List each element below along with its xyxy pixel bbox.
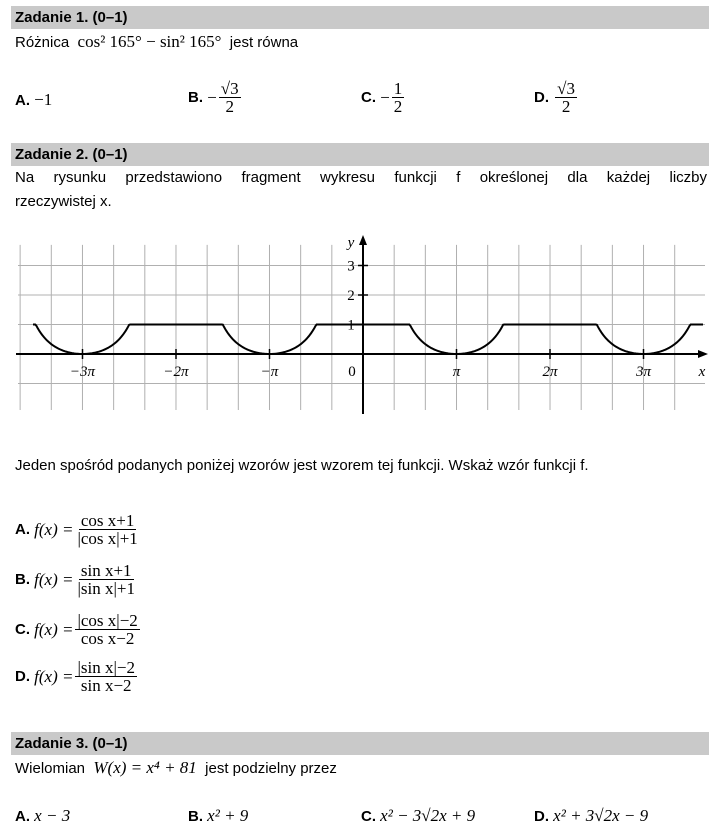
option-fraction bbox=[392, 80, 405, 115]
option-lhs: f(x) = bbox=[34, 569, 74, 589]
option-sign: − bbox=[207, 87, 217, 107]
task3-question bbox=[15, 758, 337, 779]
x-tick-label: 3π bbox=[635, 364, 652, 380]
task2-option-a[interactable] bbox=[15, 512, 142, 547]
option-label: A. bbox=[15, 521, 30, 538]
option-value: x² + 3√2x − 9 bbox=[553, 806, 649, 825]
task1-option-a[interactable] bbox=[15, 90, 52, 110]
option-label: D. bbox=[15, 668, 30, 685]
option-label: C. bbox=[15, 621, 30, 638]
option-label: D. bbox=[534, 807, 549, 825]
option-fraction bbox=[555, 80, 577, 115]
task1-option-b[interactable] bbox=[188, 80, 243, 115]
x-axis-label: x bbox=[698, 364, 706, 380]
fraction-numerator: √3 bbox=[557, 79, 576, 98]
x-tick-label: 2π bbox=[542, 364, 558, 380]
option-lhs: f(x) = bbox=[34, 666, 74, 686]
x-tick-label: −3π bbox=[69, 364, 96, 380]
option-fraction bbox=[75, 562, 136, 597]
option-value: x − 3 bbox=[34, 806, 71, 825]
fraction-denominator: |cos x|+1 bbox=[77, 529, 138, 548]
x-axis-arrow bbox=[698, 350, 708, 358]
fraction-numerator: |cos x|−2 bbox=[77, 611, 138, 630]
task3-option-d[interactable] bbox=[534, 806, 648, 826]
option-label: B. bbox=[188, 807, 203, 825]
task1-option-c[interactable] bbox=[361, 80, 406, 115]
task1-question-expr: cos² 165° − sin² 165° bbox=[77, 32, 222, 51]
fraction-denominator: 2 bbox=[393, 97, 403, 116]
option-label: B. bbox=[188, 89, 203, 106]
fraction-numerator: cos x+1 bbox=[80, 511, 135, 530]
option-value: x² + 9 bbox=[207, 806, 249, 825]
option-label: C. bbox=[361, 807, 376, 825]
task3-header: Zadanie 3. (0–1) bbox=[11, 732, 709, 755]
fraction-denominator: 2 bbox=[225, 97, 234, 116]
task2-option-c[interactable] bbox=[15, 612, 142, 647]
option-fraction bbox=[75, 512, 139, 547]
task3-option-b[interactable] bbox=[188, 806, 248, 826]
fraction-numerator: sin x+1 bbox=[80, 561, 132, 580]
function-graph bbox=[0, 228, 719, 418]
fraction-numerator: 1 bbox=[393, 79, 403, 98]
task2-option-d[interactable] bbox=[15, 659, 139, 694]
task2-header: Zadanie 2. (0–1) bbox=[11, 143, 709, 166]
option-fraction bbox=[75, 612, 139, 647]
y-axis-label: y bbox=[347, 235, 355, 251]
y-axis-arrow bbox=[359, 235, 367, 245]
fraction-denominator: cos x−2 bbox=[80, 629, 135, 648]
option-label: A. bbox=[15, 807, 30, 825]
x-tick-label: −π bbox=[260, 364, 279, 380]
option-fraction bbox=[219, 80, 241, 115]
fraction-denominator: sin x−2 bbox=[80, 676, 132, 695]
task3-question-prefix: Wielomian bbox=[15, 760, 86, 777]
task3-question-suffix: jest podzielny przez bbox=[205, 760, 337, 777]
task2-instruction: Jeden spośród podanych poniżej wzorów jest wzorem tej funkcji. Wskaż wzór funkcji f. bbox=[15, 457, 589, 474]
fraction-numerator: √3 bbox=[220, 79, 239, 98]
task2-option-b[interactable] bbox=[15, 562, 139, 597]
option-label: A. bbox=[15, 91, 30, 109]
task3-option-a[interactable] bbox=[15, 806, 70, 826]
task3-option-c[interactable] bbox=[361, 806, 475, 826]
task1-option-d[interactable] bbox=[534, 80, 579, 115]
option-label: D. bbox=[534, 89, 549, 106]
x-tick-label: π bbox=[452, 364, 461, 380]
option-lhs: f(x) = bbox=[34, 519, 74, 539]
task2-question-line2: rzeczywistej x. bbox=[15, 193, 112, 210]
y-tick-label: 3 bbox=[347, 258, 355, 275]
task1-question-suffix: jest równa bbox=[229, 34, 299, 51]
task3-question-expr: W(x) = x⁴ + 81 bbox=[93, 758, 197, 777]
option-label: C. bbox=[361, 89, 376, 106]
option-value: −1 bbox=[34, 90, 53, 109]
option-value: x² − 3√2x + 9 bbox=[380, 806, 476, 825]
option-lhs: f(x) = bbox=[34, 619, 74, 639]
function-curve bbox=[33, 325, 703, 355]
option-sign: − bbox=[380, 87, 390, 107]
task1-question bbox=[15, 32, 298, 53]
graph-grid bbox=[18, 245, 705, 410]
x-tick-label: −2π bbox=[163, 364, 189, 380]
task2-question-line1: Na rysunku przedstawiono fragment wykresu funkcji f określonej dla każdej liczby bbox=[15, 169, 707, 186]
task1-question-prefix: Różnica bbox=[15, 34, 70, 51]
option-label: B. bbox=[15, 571, 30, 588]
fraction-denominator: |sin x|+1 bbox=[77, 579, 135, 598]
x-tick-label: 0 bbox=[348, 364, 356, 380]
option-fraction bbox=[75, 659, 136, 694]
fraction-numerator: |sin x|−2 bbox=[77, 658, 135, 677]
y-tick-label: 1 bbox=[347, 317, 355, 334]
fraction-denominator: 2 bbox=[561, 97, 571, 116]
task1-header: Zadanie 1. (0–1) bbox=[11, 6, 709, 29]
graph-labels bbox=[70, 235, 706, 380]
y-tick-label: 2 bbox=[347, 288, 355, 304]
